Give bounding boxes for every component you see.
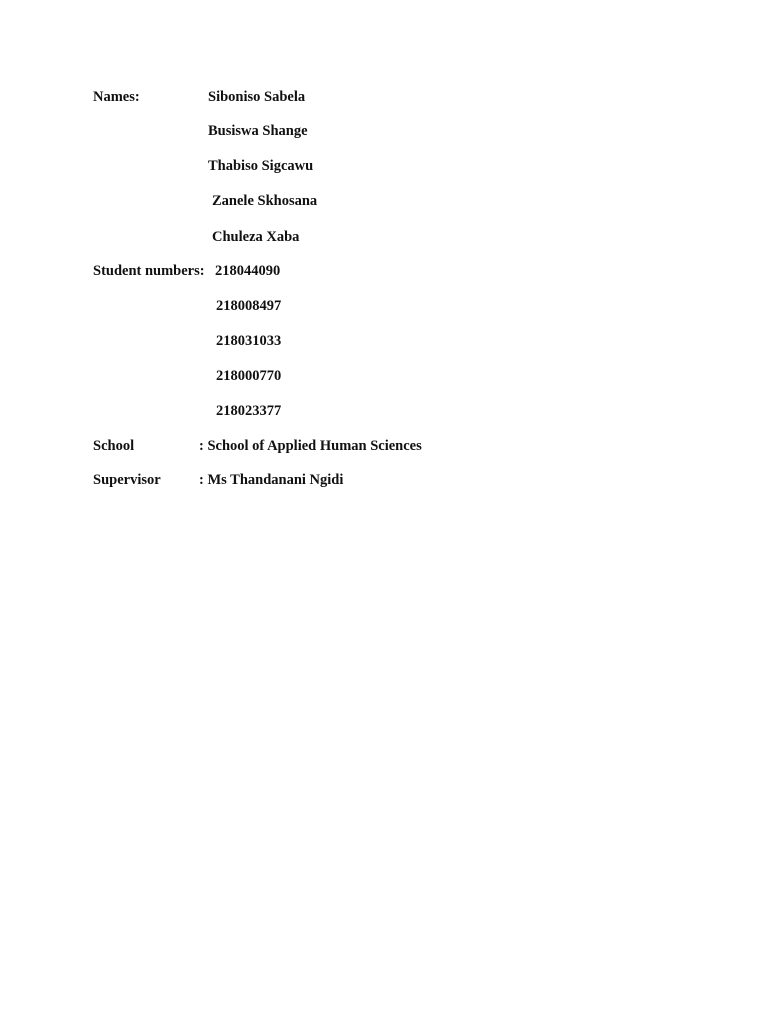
school-label: School — [93, 438, 135, 454]
supervisor-value: : Ms Thandanani Ngidi — [199, 472, 344, 488]
student-number: 218023377 — [216, 403, 282, 419]
school-value: : School of Applied Human Sciences — [199, 438, 422, 454]
student-number: 218008497 — [216, 298, 282, 314]
name-entry: Busiswa Shange — [208, 123, 308, 139]
names-label: Names: — [93, 89, 140, 105]
name-entry: Zanele Skhosana — [212, 193, 318, 209]
name-entry: Chuleza Xaba — [212, 229, 300, 245]
supervisor-label: Supervisor — [93, 472, 161, 488]
student-number: 218000770 — [216, 368, 282, 384]
student-numbers-label: Student numbers: — [93, 263, 205, 279]
name-entry: Siboniso Sabela — [208, 89, 306, 105]
student-number: 218031033 — [216, 333, 282, 349]
student-number: 218044090 — [215, 263, 281, 279]
name-entry: Thabiso Sigcawu — [208, 158, 314, 174]
